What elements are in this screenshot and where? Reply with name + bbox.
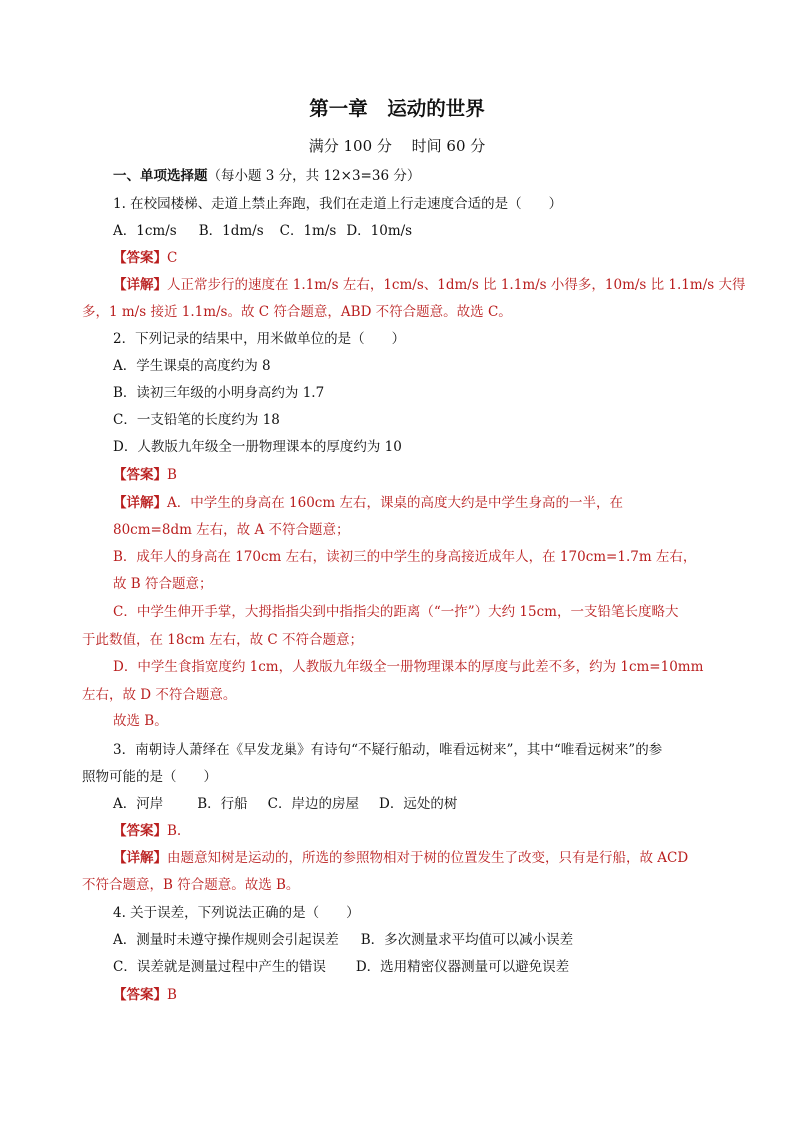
- q1-detail-text-1: 人正常步行的速度在 1.1m/s 左右，1cm/s、1dm/s 比 1.1m/s 小得多，10m/s 比 1.1m/s 大得: [167, 277, 746, 293]
- q1-option-c: C．1m/s: [279, 223, 337, 239]
- q3-stem-line-1: 3．南朝诗人萧绎在《早发龙巢》有诗句“不疑行船动，唯看远树来”，其中“唯看远树来”的参: [113, 742, 663, 758]
- answer-label: 【答案】: [113, 467, 167, 483]
- q3-detail-line-1: [113, 849, 688, 867]
- q4-option-b: B．多次测量求平均值可以减小误差: [360, 932, 574, 948]
- q4-option-a: A．测量时未遵守操作规则会引起误差: [113, 932, 339, 948]
- q2-detail-line-7: D．中学生食指宽度约 1cm，人教版九年级全一册物理课本的厚度与此差不多，约为 1cm=10mm: [113, 659, 704, 675]
- q2-detail-line-9: 故选 B。: [113, 713, 168, 729]
- q4-option-d: D．选用精密仪器测量可以避免误差: [355, 959, 570, 975]
- q2-detail-line-6: 于此数值，在 18cm 左右，故 C 不符合题意；: [82, 632, 364, 648]
- page-subtitle: 满分 100 分 时间 60 分: [308, 137, 486, 155]
- q2-stem: 2．下列记录的结果中，用米做单位的是（ ）: [113, 331, 406, 347]
- q2-detail-line-2: 80cm=8dm 左右，故 A 不符合题意；: [113, 522, 350, 538]
- q4-options-row-1: [113, 931, 573, 949]
- q1-answer-value: C: [167, 250, 178, 266]
- q2-detail-text-1: A．中学生的身高在 160cm 左右，课桌的高度大约是中学生身高的一半，在: [167, 495, 623, 511]
- q3-answer: [113, 822, 181, 840]
- q2-detail-line-1: [113, 494, 623, 512]
- q2-detail-line-5: C．中学生伸开手掌，大拇指指尖到中指指尖的距离（“一拃”）大约 15cm，一支铅笔长度略大: [113, 604, 679, 620]
- q2-option-c: C．一支铅笔的长度约为 18: [113, 412, 280, 428]
- answer-label: 【答案】: [113, 987, 167, 1003]
- q3-option-c: C．岸边的房屋: [267, 796, 360, 812]
- answer-label: 【答案】: [113, 250, 167, 266]
- detail-label: 【详解】: [113, 850, 167, 866]
- q3-detail-line-2: 不符合题意，B 符合题意。故选 B。: [82, 877, 300, 893]
- q3-detail-text-1: 由题意知树是运动的，所选的参照物相对于树的位置发生了改变，只有是行船，故 ACD: [167, 850, 689, 866]
- q3-answer-value: B.: [167, 823, 182, 839]
- q1-stem: 1. 在校园楼梯、走道上禁止奔跑，我们在走道上行走速度合适的是（ ）: [113, 196, 563, 212]
- detail-label: 【详解】: [113, 495, 167, 511]
- q2-detail-line-4: 故 B 符合题意；: [113, 576, 213, 592]
- q4-answer: [113, 986, 177, 1004]
- q4-option-c: C．误差就是测量过程中产生的错误: [113, 959, 326, 975]
- q2-detail-line-3: B．成年人的身高在 170cm 左右，读初三的中学生的身高接近成年人，在 170cm=1.7m 左右，: [113, 549, 697, 565]
- q2-answer: [113, 466, 177, 484]
- q1-options: [113, 222, 412, 240]
- q1-option-d: D．10m/s: [346, 223, 413, 239]
- section-title: 一、单项选择题: [113, 168, 208, 184]
- q2-option-b: B．读初三年级的小明身高约为 1.7: [113, 385, 325, 401]
- q2-answer-value: B: [167, 467, 177, 483]
- section-heading: [113, 167, 420, 185]
- q1-answer: [113, 249, 177, 267]
- q3-option-a: A．河岸: [113, 796, 164, 812]
- answer-label: 【答案】: [113, 823, 167, 839]
- q4-answer-value: B: [167, 987, 177, 1003]
- detail-label: 【详解】: [113, 277, 167, 293]
- q4-stem: 4. 关于误差，下列说法正确的是（ ）: [113, 905, 360, 921]
- q1-option-a: A．1cm/s: [113, 223, 177, 239]
- q3-options: [113, 795, 457, 813]
- q3-option-d: D．远处的树: [379, 796, 458, 812]
- q2-option-a: A．学生课桌的高度约为 8: [113, 358, 271, 374]
- q3-option-b: B．行船: [197, 796, 248, 812]
- q2-detail-line-8: 左右，故 D 不符合题意。: [82, 687, 237, 703]
- q2-option-d: D．人教版九年级全一册物理课本的厚度约为 10: [113, 439, 402, 455]
- q1-detail-line-2: 多，1 m/s 接近 1.1m/s。故 C 符合题意，ABD 不符合题意。故选 C。: [82, 304, 512, 320]
- section-note: （每小题 3 分，共 12×3=36 分）: [207, 168, 421, 184]
- page-title: 第一章 运动的世界: [309, 97, 485, 120]
- q1-detail-line-1: [113, 276, 745, 294]
- q3-stem-line-2: 照物可能的是（ ）: [82, 769, 217, 785]
- q1-option-b: B．1dm/s: [198, 223, 264, 239]
- q4-options-row-2: [113, 958, 569, 976]
